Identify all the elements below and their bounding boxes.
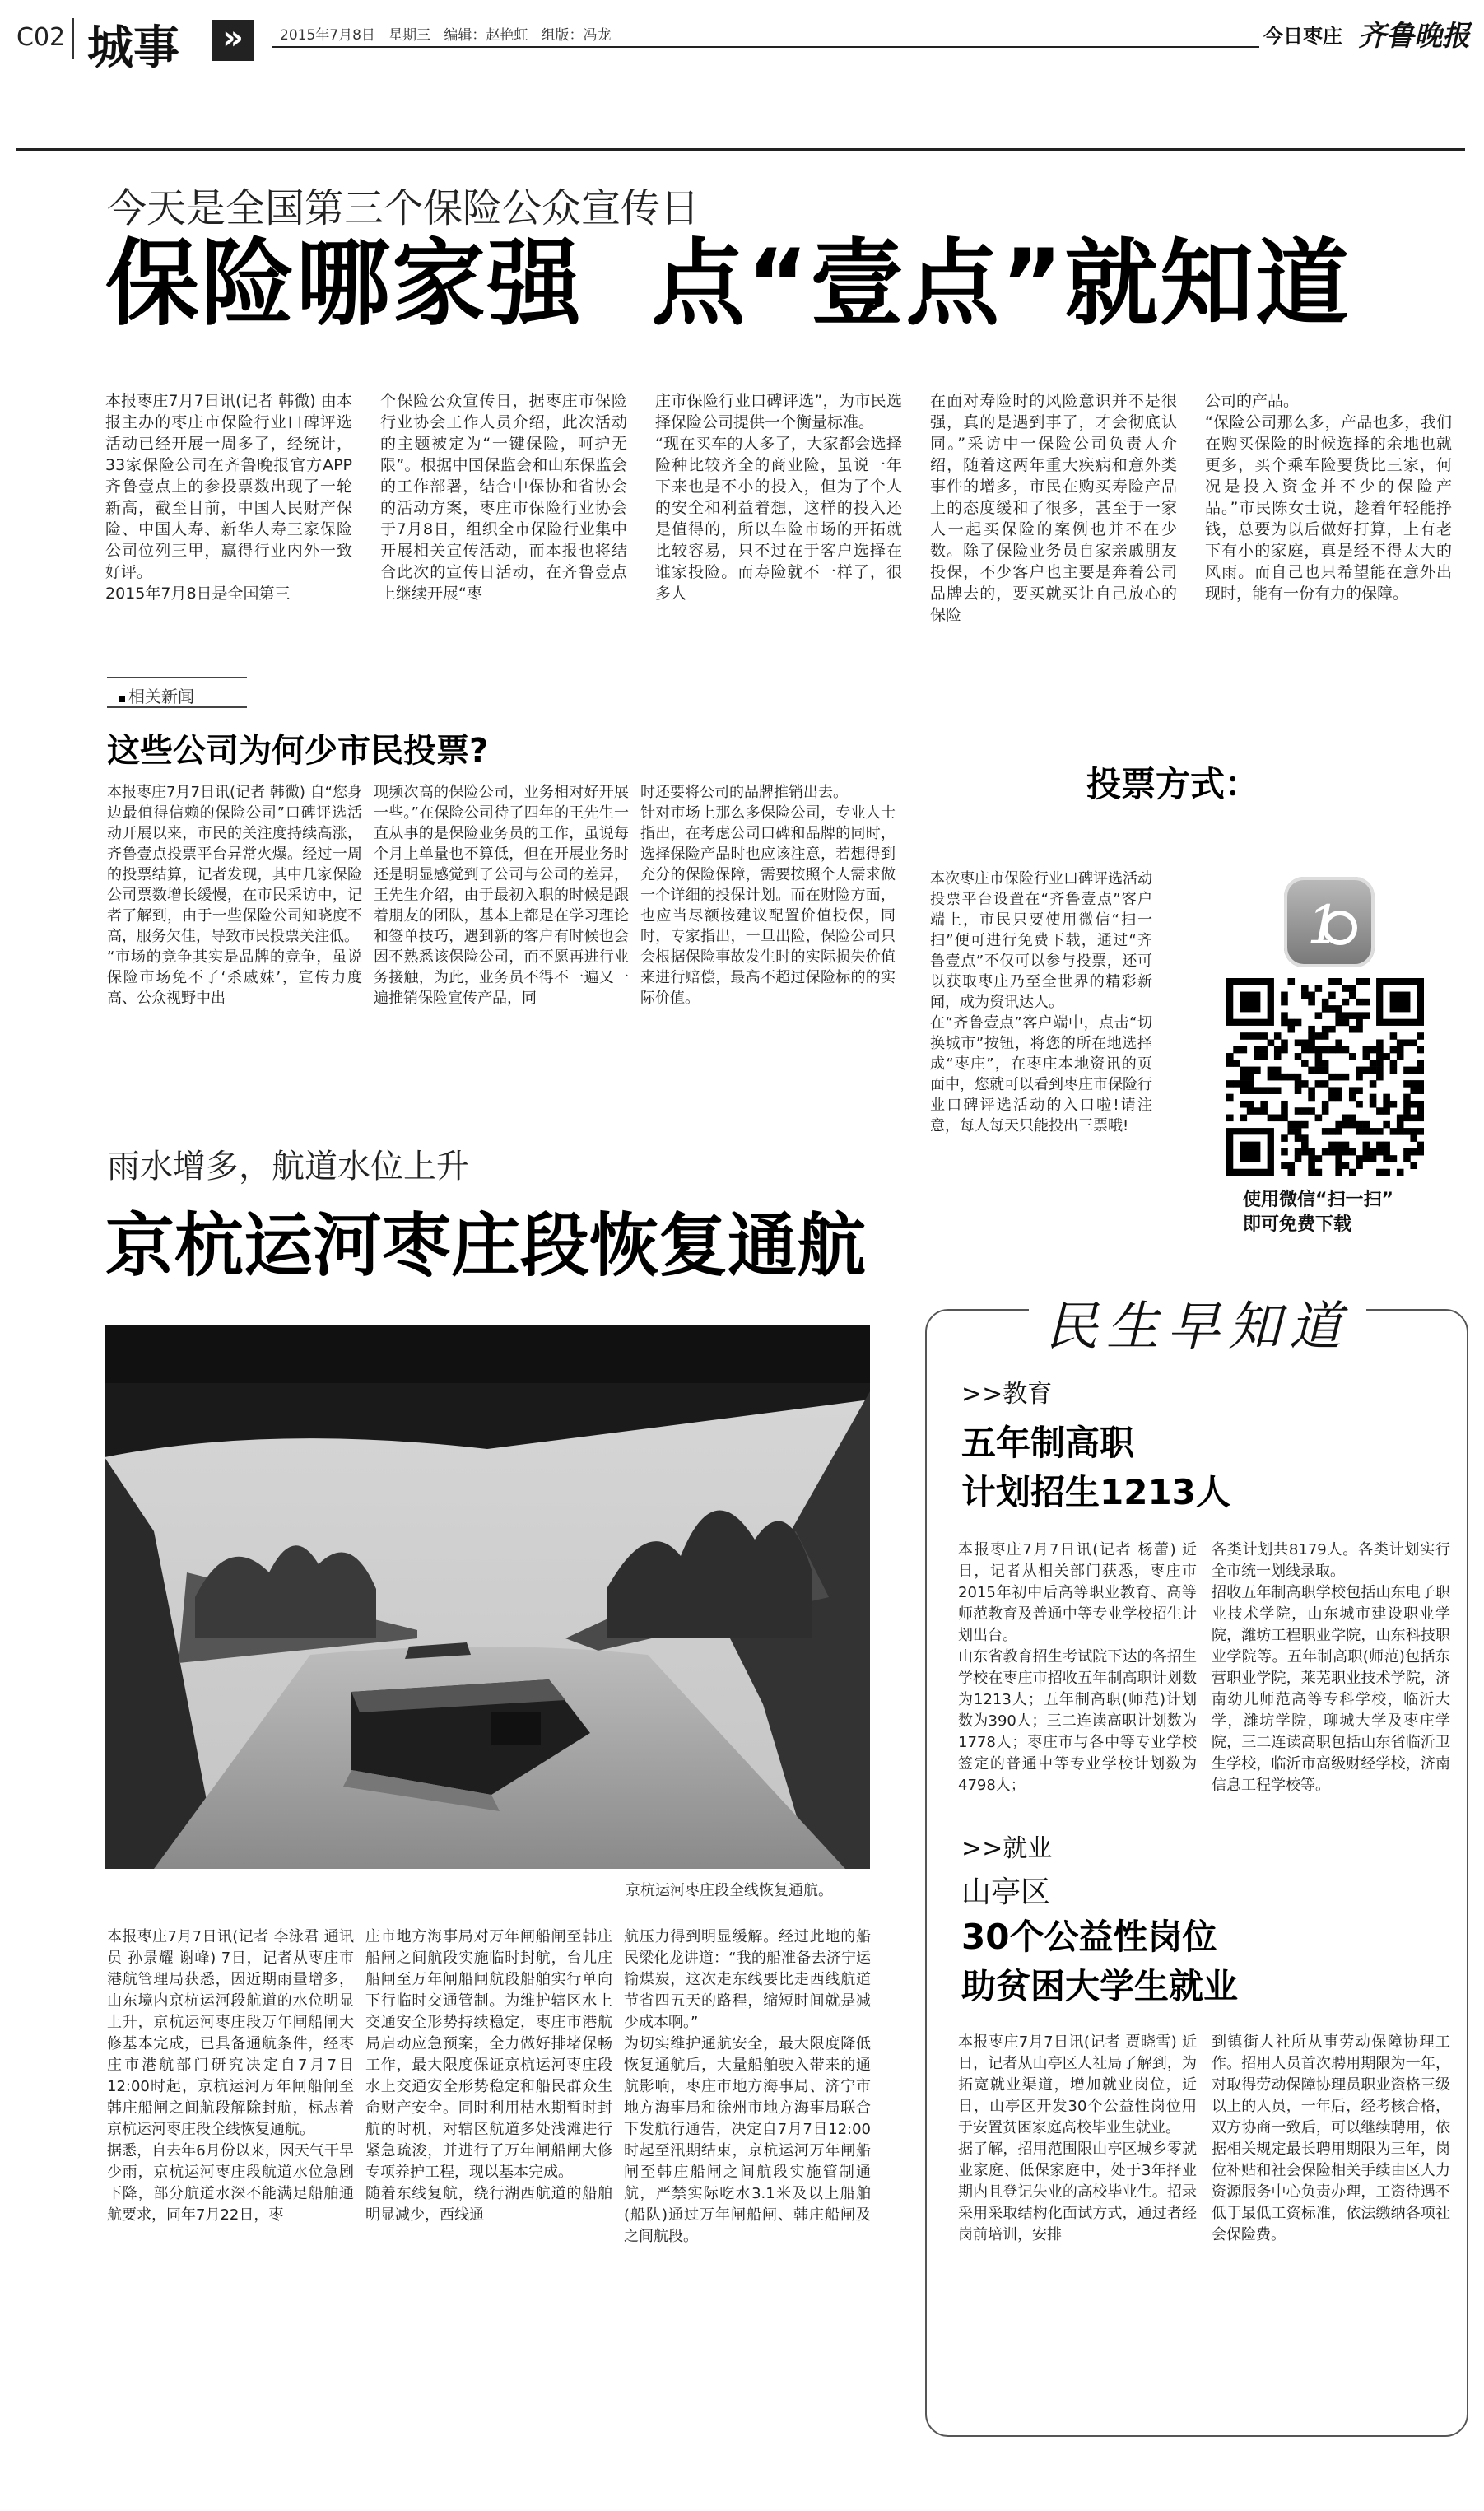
article1-col-4: 在面对寿险时的风险意识并不是很强，真的是遇到事了，才会彻底认同。”采访中一保险公司负责人介绍，随着这两年重大疾病和意外类事件的增多，市民在购买寿险产品上的态度缓和了很多，甚至于一家人一起买保险的案例也并不在少数。除了保险业务员自家亲戚朋友投保，不少客户也主要是奔着公司品牌去的，要买就买让自己放心的保险 [930,392,1177,624]
section-arrow-icon: » [212,20,254,61]
svg-text:1: 1 [1307,895,1341,956]
employment-headline-2: 助贫困大学生就业 [961,1966,1239,2006]
related-col-1: 本报枣庄7月7日讯(记者 韩微) 自“您身边最值得信赖的保险公司”口碑评选活动开展以来，市民的关注度持续高涨，齐鲁壹点投票平台异常火爆。经过一周的投票结算，记者发现，其中几家保险公司票数增长缓慢，在市民采访中，记者了解到，由于一些保险公司知晓度不高，服务欠佳，导致市民投票关注低。 “市场的竞争其实是品牌的竞争，虽说保险市场免不了‘杀戚妹’，宣传力度高、公众视野中出 [107,784,362,1007]
article1-col-2: 个保险公众宣传日，据枣庄市保险行业协会工作人员介绍，此次活动的主题被定为“一键保险，呵护无限”。根据中国保监会和山东保监会的工作部署，结合中保协和省协会的活动方案，枣庄市保险行业协会于7月8日，组织全市保险行业集中开展相关宣传活动，而本报也将结合此次的宣传日活动，在齐鲁壹点上继续开展“枣 [380,392,627,603]
article2-col-3: 航压力得到明显缓解。经过此地的船民梁化龙讲道：“我的船准备去济宁运输煤炭，这次走东线要比走西线航道节省四五天的路程，缩短时间就是减少成本啊。” 为切实维护通航安全，最大限度降低恢复通航后，大量船舶驶入带来的通航影响，枣庄市地方海事局、济宁市地方海事局和徐州市地方海事局联合下发航行通告，决定自7月7日12:00时起至汛期结束，京杭运河万年闸船闸至韩庄船闸之间航段实施管制通航，严禁实际吃水3.1米及以上船舶(船队)通过万年闸船闸、韩庄船闸及之间航段。 [624,1928,871,2245]
masthead-divider [72,18,74,59]
page-number: C02 [16,23,66,52]
qr-caption-1: 使用微信“扫一扫” [1243,1190,1393,1210]
article1-col-5: 公司的产品。 “保险公司那么多，产品也多，我们在购买保险的时候选择的余地也就更多，买个乘车险要货比三家，何况是投入资金并不少的保险产品。”市民陈女士说，趁着年轻能挣钱，总要为以后做好打算，上有老下有小的家庭，真是经不得太大的风雨。而自己也只希望能在意外出现时，能有一份有力的保障。 [1205,392,1452,603]
photo-caption: 京杭运河枣庄段全线恢复通航。 [626,1882,833,1899]
article1-col-1: 本报枣庄7月7日讯(记者 韩微) 由本报主办的枣庄市保险行业口碑评选活动已经开展一周多了，经统计，33家保险公司在齐鲁晚报官方APP齐鲁壹点上的参投票数出现了一轮新高，截至目前，中国人民财产保险、中国人寿、新华人寿三家保险公司位列三甲，赢得行业内外一致好评。 2015年7月8日是全国第三 [105,392,352,603]
qr-caption-2: 即可免费下载 [1243,1214,1352,1235]
top-rule [16,148,1465,151]
livelihood-title: 民生早知道 [1029,1284,1366,1360]
related-headline: 这些公司为何少市民投票? [107,732,489,770]
article2-kicker: 雨水增多，航道水位上升 [107,1148,469,1186]
employment-col-2: 到镇街人社所从事劳动保障协理工作。招用人员首次聘用期限为一年，对取得劳动保障协理员职业资格三级以上的人员，一年后，经考核合格，双方协商一致后，可以继续聘用，依据相关规定最长聘用期限为三年，岗位补贴和社会保险相关手续由区人力资源服务中心负责办理，工资待遇不低于最低工资标准，依法缴纳各项社会保险费。 [1212,2033,1450,2243]
canal-photo [105,1325,870,1869]
article1-kicker: 今天是全国第三个保险公众宣传日 [107,185,700,231]
section-title: 城事 [87,21,179,75]
related-col-2: 现频次高的保险公司，业务相对好开展一些。”在保险公司待了四年的王先生一直从事的是保险业务员的工作，虽说每个月上单量也不算低，但在开展业务时还是明显感觉到了公司与公司的差异，王先生介绍，由于最初入职的时候是跟着朋友的团队，基本上都是在学习理论和签单技巧，遇到新的客户有时候也会因不熟悉该保险公司，而不愿再进行业务接触，为此，业务员不得不一遍又一遍推销保险宣传产品，同 [374,784,629,1007]
date-editor-line: 2015年7月8日 星期三 编辑：赵艳虹 组版：冯龙 [280,27,612,44]
masthead-rule [272,46,1259,48]
region-label: 今日枣庄 [1263,25,1342,48]
article2-col-2: 庄市地方海事局对万年闸船闸至韩庄船闸之间航段实施临时封航，台儿庄船闸至万年闸船闸航段船舶实行单向下行临时交通管制。为维护辖区水上交通安全形势持续稳定，枣庄市港航局启动应急预案，全力做好排堵保畅工作，最大限度保证京杭运河枣庄段水上交通安全形势稳定和船民群众生命财产安全。同时利用枯水期暂时封航的时机，对辖区航道多处浅滩进行紧急疏浚，并进行了万年闸船闸大修专项养护工程，现以基本完成。 随着东线复航，绕行湖西航道的船舶明显减少，西线通 [365,1928,612,2224]
vote-body: 本次枣庄市保险行业口碑评选活动投票平台设置在“齐鲁壹点”客户端上，市民只要使用微信“扫一扫”便可进行免费下载，通过“齐鲁壹点”不仅可以参与投票，还可以获取枣庄乃至全世界的精彩新闻，成为资讯达人。 在“齐鲁壹点”客户端中，点击“切换城市”按钮，将您的所在地选择成“枣庄”，在枣庄本地资讯的页面中，您就可以看到枣庄市保险行业口碑评选活动的入口啦!请注意，每人每天只能投出三票哦! [930,870,1152,1134]
education-col-1: 本报枣庄7月7日讯(记者 杨蕾) 近日，记者从相关部门获悉，枣庄市2015年初中后高等职业教育、高等师范教育及普通中等专业学校招生计划出台。 山东省教育招生考试院下达的各招生学校在枣庄市招收五年制高职计划数为1213人；五年制高职(师范)计划数为390人；三二连读高职计划数为1778人；枣庄市与各中等专业学校签定的普通中等专业学校计划数为4798人； [958,1541,1197,1794]
employment-headline-1: 30个公益性岗位 [961,1917,1217,1957]
education-tag: >>教育 [961,1380,1053,1409]
app-logo-icon [1284,877,1375,967]
education-col-2: 各类计划共8179人。各类计划实行全市统一划线录取。 招收五年制高职学校包括山东电子职业技术学院，山东城市建设职业学院，潍坊工程职业学院，山东科技职业学院等。五年制高职(师范)包括东营职业学院，莱芜职业技术学院，济南幼儿师范高等专科学校，临沂大学，潍坊学院，聊城大学及枣庄学院，三二连读高职包括山东省临沂卫生学校，临沂市高级财经学校，济南信息工程学校等。 [1212,1541,1450,1794]
employment-tag: >>就业 [961,1834,1053,1863]
vote-title: 投票方式： [1086,764,1260,804]
related-col-3: 时还要将公司的品牌推销出去。 针对市场上那么多保险公司，专业人士指出，在考虑公司口碑和品牌的同时，选择保险产品时也应该注意，若想得到充分的保险保障，需要按照个人需求做一个详细的投保计划。而在财险方面，也应当尽额按建议配置价值投保，同时，专家指出，一旦出险，保险公司只会根据保险事故发生时的实际损失价值来进行赔偿，最高不超过保险标的的实际价值。 [640,784,896,1007]
paper-logo: 齐鲁晚报 [1358,20,1470,53]
education-headline-2: 计划招生1213人 [961,1472,1230,1512]
article1-headline: 保险哪家强 点“壹点”就知道 [105,229,1351,338]
qr-code[interactable] [1226,978,1424,1176]
article1-col-3: 庄市保险行业口碑评选”，为市民选择保险公司提供一个衡量标准。 “现在买车的人多了，大家都会选择险种比较齐全的商业险，虽说一年下来也是不小的投入，但为了个人的安全和利益着想，这样的投入还是值得的，所以车险市场的开拓就比较容易，只不过在于客户选择在谁家投险。而寿险就不一样了，很多人 [655,392,902,603]
employment-col-1: 本报枣庄7月7日讯(记者 贾晓雪) 近日，记者从山亭区人社局了解到，为拓宽就业渠道，增加就业岗位，近日，山亭区开发30个公益性岗位用于安置贫困家庭高校毕业生就业。 据了解，招用范围限山亭区城乡零就业家庭、低保家庭中，处于3年择业期内且登记失业的高校毕业生。招录采用采取结构化面试方式，通过者经岗前培训，安排 [958,2033,1197,2243]
related-tag: 相关新闻 [107,677,247,708]
employment-location: 山亭区 [961,1875,1051,1909]
article2-col-1: 本报枣庄7月7日讯(记者 李泳君 通讯员 孙景耀 谢峰) 7日，记者从枣庄市港航管理局获悉，因近期雨量增多，山东境内京杭运河段航道的水位明显上升，京杭运河枣庄段万年闸船闸大修基本完成，已具备通航条件，经枣庄市港航部门研究决定自7月7日12:00时起，京杭运河万年闸船闸至韩庄船闸之间航段解除封航，标志着京杭运河枣庄段全线恢复通航。 据悉，自去年6月份以来，因天气干旱少雨，京杭运河枣庄段航道水位急剧下降，部分航道水深不能满足船舶通航要求，同年7月22日，枣 [107,1928,354,2224]
article2-headline: 京杭运河枣庄段恢复通航 [105,1205,867,1286]
education-headline-1: 五年制高职 [961,1423,1135,1463]
